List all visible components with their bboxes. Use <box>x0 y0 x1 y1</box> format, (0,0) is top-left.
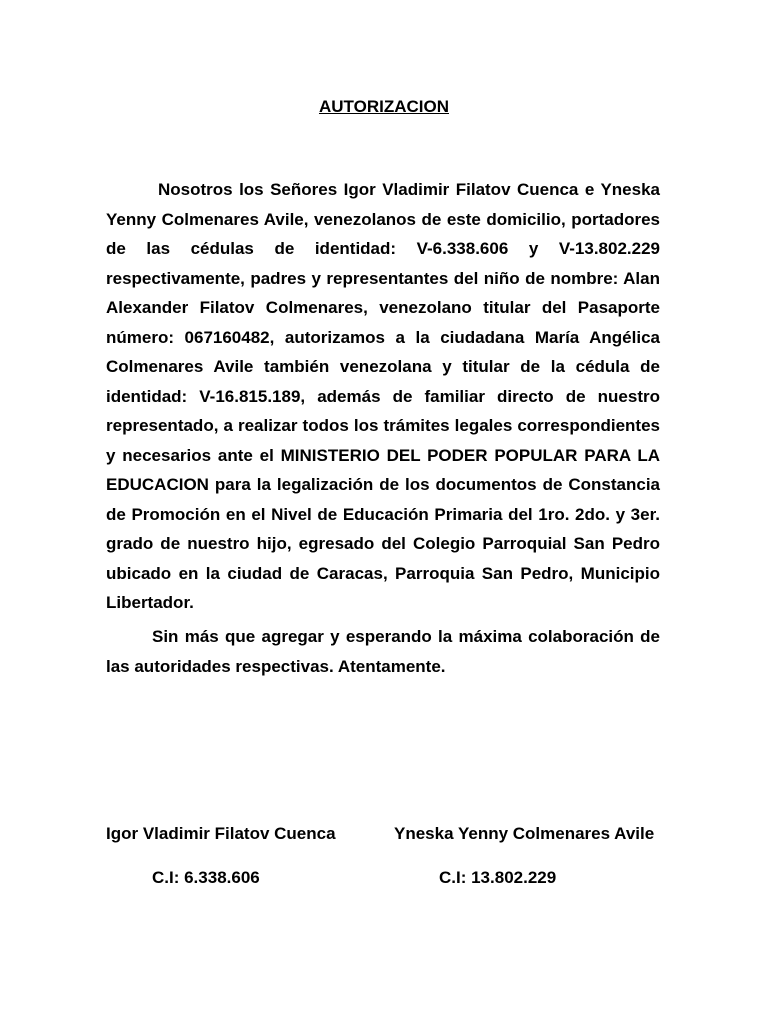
signatory-id-father: C.I: 6.338.606 <box>152 868 260 887</box>
signatory-id-mother: C.I: 13.802.229 <box>439 868 557 887</box>
closing-paragraph: Sin más que agregar y esperando la máxima colaboración de las autoridades respectivas. Atentamente. <box>106 627 660 676</box>
signatory-name-mother: Yneska Yenny Colmenares Avile <box>394 824 655 843</box>
signatory-name-father: Igor Vladimir Filatov Cuenca <box>106 824 336 843</box>
document-title: AUTORIZACION <box>318 97 449 116</box>
authorization-paragraph: Nosotros los Señores Igor Vladimir Filatov Cuenca e Yneska Yenny Colmenares Avile, venezolanos de este domicilio, portadores de las cédulas de identidad: V-6.338.606 y V-13.802.229 respectivamente, padres y representantes del niño de nombre: Alan Alexander Filatov Colmenares, venezolano titular del Pasaporte número: 067160482, autorizamos a la ciudadana María Angélica Colmenares Avile también venezolana y titular de la cédula de identidad: V-16.815.189, además de familiar directo de nuestro representado, a realizar todos los trámites legales correspondientes y necesarios ante el MINISTERIO DEL PODER POPULAR PARA LA EDUCACION para la legalización de los documentos de Constancia de Promoción en el Nivel de Educación Primaria del 1ro. 2do. y 3er. grado de nuestro hijo, egresado del Colegio Parroquial San Pedro ubicado en la ciudad de Caracas, Parroquia San Pedro, Municipio Libertador. <box>106 180 660 612</box>
